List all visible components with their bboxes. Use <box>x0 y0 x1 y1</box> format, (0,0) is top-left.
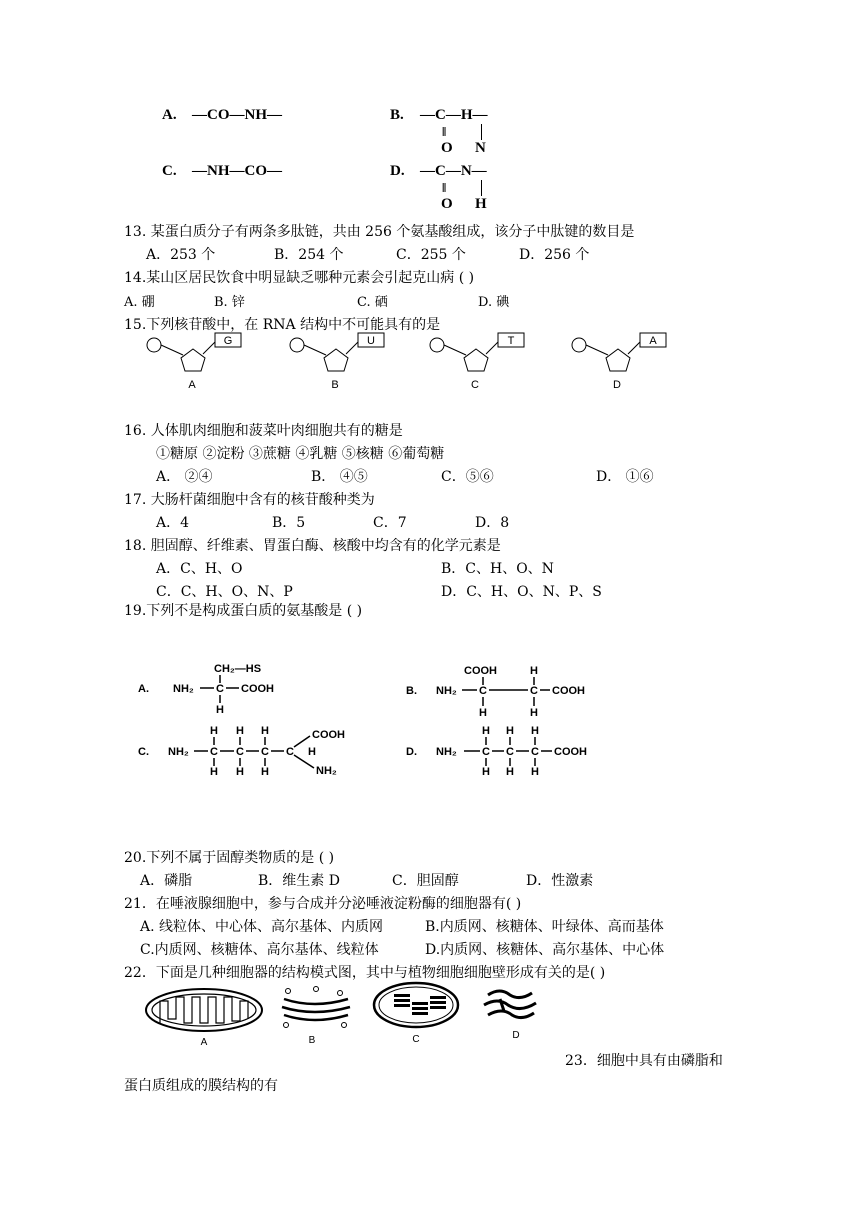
nucleotide-d-label: D <box>613 379 621 391</box>
q17-stem: 17. 大肠杆菌细胞中含有的核苷酸种类为 <box>124 492 375 508</box>
q19-option-a-structure <box>136 655 316 719</box>
amino-b-c1: C <box>479 685 487 697</box>
amino-c-nh2-side: NH₂ <box>316 765 337 777</box>
q18-option-a: A．C、H、O <box>156 561 243 577</box>
amino-d-c2: C <box>506 746 514 758</box>
nucleotide-c-label: C <box>471 379 479 391</box>
nucleotide-b-base: U <box>367 335 375 347</box>
amino-acid-a <box>136 655 316 715</box>
q22-organelle-a <box>142 985 272 1051</box>
amino-c-label: C. <box>138 746 149 758</box>
amino-b-cooh: COOH <box>552 685 585 697</box>
q20-option-b: B．维生素 D <box>258 873 340 889</box>
amino-d-h1b: H <box>482 766 490 778</box>
q12-d-double-bond: ‖ <box>442 180 447 195</box>
amino-d-h2b: H <box>506 766 514 778</box>
amino-c-h1t: H <box>210 725 218 737</box>
q17-option-d: D．8 <box>475 515 510 531</box>
chloroplast-diagram <box>372 980 462 1046</box>
amino-c-h3b: H <box>261 766 269 778</box>
amino-c-c2: C <box>236 746 244 758</box>
amino-c-c3: C <box>261 746 269 758</box>
amino-c-cooh: COOH <box>312 729 345 741</box>
q15-stem: 15.下列核苷酸中，在 RNA 结构中不可能具有的是 <box>124 317 441 333</box>
organelle-a-label: A <box>200 1037 208 1047</box>
mitochondrion-diagram <box>142 985 272 1047</box>
q12-b-double-bond: ‖ <box>442 124 447 139</box>
q12-b-single-bond <box>481 124 482 140</box>
amino-c-h1b: H <box>210 766 218 778</box>
q19-option-b-structure <box>404 660 604 724</box>
q14-option-c: C. 硒 <box>357 295 388 310</box>
q17-option-b: B．5 <box>272 515 306 531</box>
q15-nucleotide-d <box>570 330 680 396</box>
q23-stem-part1: 23．细胞中具有由磷脂和 <box>565 1053 723 1069</box>
nucleotide-c-base: T <box>507 335 515 347</box>
q17-option-c: C．7 <box>373 515 407 531</box>
amino-c-h4: H <box>308 746 316 758</box>
amino-d-label: D. <box>406 746 417 758</box>
amino-c-h3t: H <box>261 725 269 737</box>
q14-stem: 14.某山区居民饮食中明显缺乏哪种元素会引起克山病 ( ) <box>124 270 475 286</box>
q12-option-d-label: D. <box>390 163 405 179</box>
q21-option-d: D.内质网、核糖体、高尔基体、中心体 <box>425 942 665 958</box>
amino-c-c1: C <box>210 746 218 758</box>
q20-option-d: D．性激素 <box>526 873 594 889</box>
q20-stem: 20.下列不属于固醇类物质的是 ( ) <box>124 850 335 866</box>
q19-option-d-structure <box>404 722 614 786</box>
q21-option-b: B.内质网、核糖体、叶绿体、高而基体 <box>425 919 664 935</box>
q13-option-d: D．256 个 <box>519 247 590 263</box>
q14-option-d: D. 碘 <box>478 295 510 310</box>
q19-option-c-structure <box>136 722 356 786</box>
q16-option-b: B． ④⑤ <box>311 469 368 485</box>
q20-option-c: C．胆固醇 <box>392 873 459 889</box>
q14-option-b: B. 锌 <box>214 295 245 310</box>
amino-b-h2: H <box>530 707 538 719</box>
nucleotide-a-base: G <box>223 335 233 347</box>
q16-sugar-list: ①糖原 ②淀粉 ③蔗糖 ④乳糖 ⑤核糖 ⑥葡萄糖 <box>156 446 445 462</box>
amino-a-c: C <box>216 683 224 695</box>
amino-a-nh2: NH₂ <box>173 683 194 695</box>
q12-option-b-label: B. <box>390 107 404 123</box>
q16-option-c: C．⑤⑥ <box>441 469 494 485</box>
nucleotide-a-label: A <box>188 379 196 391</box>
amino-d-nh2: NH₂ <box>436 746 457 758</box>
amino-b-cooh-top: COOH <box>464 665 497 677</box>
amino-a-h: H <box>216 704 224 715</box>
amino-c-h2b: H <box>236 766 244 778</box>
nucleotide-c-diagram <box>428 330 538 392</box>
amino-c-nh2: NH₂ <box>168 746 189 758</box>
q16-option-d: D． ①⑥ <box>596 469 654 485</box>
amino-acid-d <box>404 722 614 782</box>
q21-option-c: C.内质网、核糖体、高尔基体、线粒体 <box>140 942 379 958</box>
q13-option-b: B．254 个 <box>274 247 344 263</box>
amino-d-c1: C <box>482 746 490 758</box>
amino-d-c3: C <box>531 746 539 758</box>
nucleotide-a-diagram <box>145 330 255 392</box>
amino-d-h3b: H <box>531 766 539 778</box>
q17-option-a: A．4 <box>156 515 190 531</box>
q13-stem: 13. 某蛋白质分子有两条多肽链，共由 256 个氨基酸组成，该分子中肽键的数目是 <box>124 224 635 240</box>
amino-d-h1t: H <box>482 725 490 737</box>
q15-nucleotide-c <box>428 330 538 396</box>
q14-option-a: A. 硼 <box>124 295 155 310</box>
q21-option-a: A. 线粒体、中心体、高尔基体、内质网 <box>140 919 384 935</box>
q12-b-nitrogen: N <box>475 140 486 156</box>
organelle-d-label: D <box>512 1030 520 1041</box>
q18-option-c: C．C、H、O、N、P <box>156 584 293 600</box>
q22-organelle-b <box>278 985 358 1051</box>
endoplasmic-reticulum-diagram <box>480 985 550 1047</box>
q18-option-b: B．C、H、O、N <box>441 561 554 577</box>
organelle-b-label: B <box>308 1035 316 1046</box>
q23-stem-part2: 蛋白质组成的膜结构的有 <box>124 1078 278 1094</box>
amino-b-nh2: NH₂ <box>436 685 457 697</box>
amino-b-h-top: H <box>530 665 538 677</box>
amino-a-cooh: COOH <box>241 683 274 695</box>
amino-acid-b <box>404 660 604 720</box>
q16-option-a: A． ②④ <box>156 469 213 485</box>
amino-d-h3t: H <box>531 725 539 737</box>
q19-stem: 19.下列不是构成蛋白质的氨基酸是 ( ) <box>124 603 363 619</box>
q13-option-c: C．255 个 <box>396 247 466 263</box>
q16-stem: 16. 人体肌肉细胞和菠菜叶肉细胞共有的糖是 <box>124 423 403 439</box>
q22-stem: 22．下面是几种细胞器的结构模式图，其中与植物细胞细胞壁形成有关的是( ) <box>124 965 606 981</box>
organelle-c-label: C <box>412 1034 420 1045</box>
q12-d-hydrogen: H <box>475 196 487 212</box>
nucleotide-b-diagram <box>288 330 398 392</box>
q12-d-oxygen: O <box>441 196 453 212</box>
amino-acid-c <box>136 722 356 782</box>
q15-nucleotide-b <box>288 330 398 396</box>
q12-option-c-label: C. <box>162 163 177 179</box>
q18-option-d: D．C、H、O、N、P、S <box>441 584 602 600</box>
q15-nucleotide-a <box>145 330 255 396</box>
amino-c-c4: C <box>286 746 294 758</box>
nucleotide-d-diagram <box>570 330 680 392</box>
q18-stem: 18. 胆固醇、纤维素、胃蛋白酶、核酸中均含有的化学元素是 <box>124 538 501 554</box>
golgi-diagram <box>278 985 358 1047</box>
amino-d-cooh: COOH <box>554 746 587 758</box>
amino-b-h1: H <box>479 707 487 719</box>
amino-a-side: CH₂—HS <box>214 663 262 675</box>
q12-b-oxygen: O <box>441 140 453 156</box>
q22-organelle-c <box>372 980 462 1050</box>
q13-option-a: A．253 个 <box>146 247 216 263</box>
amino-b-c2: C <box>530 685 538 697</box>
q12-option-c-formula: —NH—CO— <box>192 163 282 179</box>
q12-option-b-formula: —C—H— <box>420 107 488 123</box>
amino-b-label: B. <box>406 685 417 697</box>
q12-d-single-bond <box>481 180 482 196</box>
amino-c-h2t: H <box>236 725 244 737</box>
q20-option-a: A．磷脂 <box>140 873 193 889</box>
q12-option-a-label: A. <box>162 107 177 123</box>
q12-option-a-formula: —CO—NH— <box>192 107 282 123</box>
q22-organelle-d <box>480 985 550 1051</box>
q12-option-d-formula: —C—N— <box>420 163 487 179</box>
amino-d-h2t: H <box>506 725 514 737</box>
nucleotide-d-base: A <box>649 335 657 347</box>
amino-a-label: A. <box>138 683 149 695</box>
nucleotide-b-label: B <box>331 379 339 391</box>
q21-stem: 21．在唾液腺细胞中，参与合成并分泌唾液淀粉酶的细胞器有( ) <box>124 896 522 912</box>
